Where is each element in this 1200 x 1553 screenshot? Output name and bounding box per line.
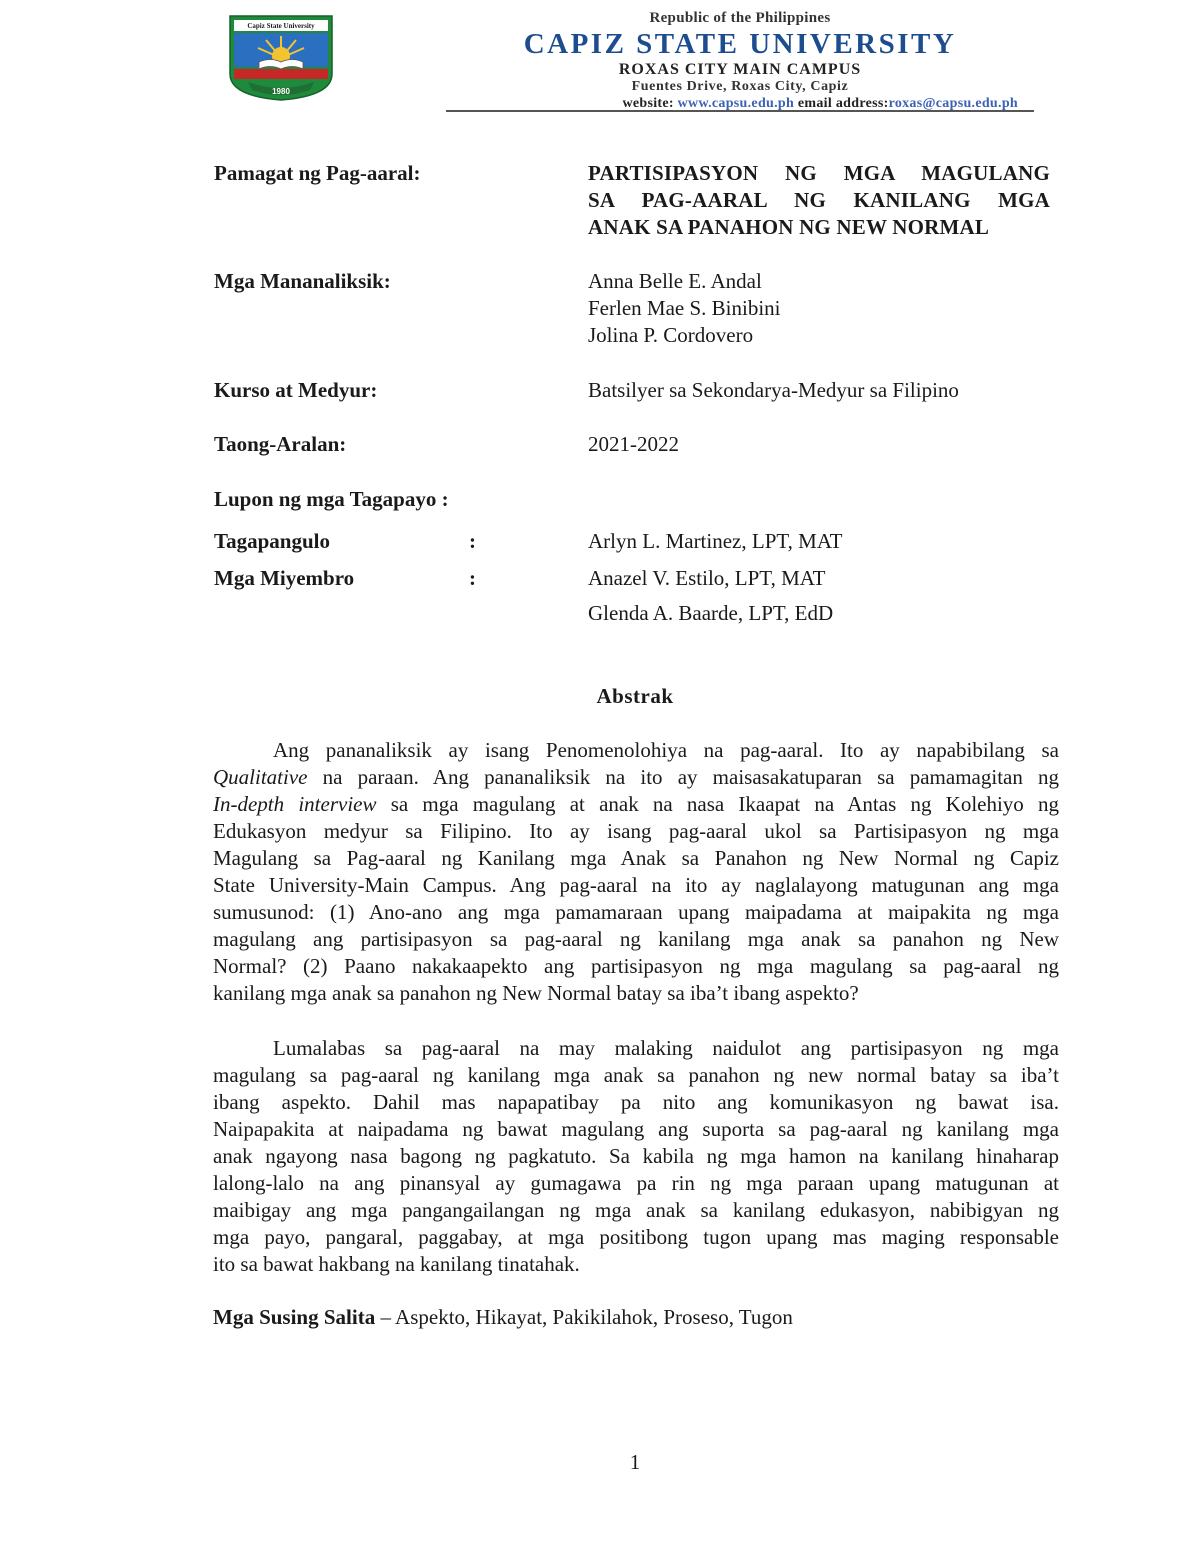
members-label: Mga Miyembro [214, 566, 355, 590]
university-name: CAPIZ STATE UNIVERSITY [523, 28, 957, 60]
paragraph-line: mga payo, pangaral, paggabay, at mga positibong tugon upang mas maging responsable [213, 1225, 1059, 1249]
campus-address: Fuentes Drive, Roxas City, Capiz [631, 79, 849, 94]
researcher-name: Jolina P. Cordovero [588, 323, 754, 347]
paragraph-line: sumusunod: (1) Ano-ano ang mga pamamaraan upang maipadama at maipakita ng mga [213, 900, 1059, 924]
paragraph-line: Magulang sa Pag-aaral ng Kanilang mga Anak sa Panahon ng New Normal ng Capiz [213, 846, 1059, 870]
logo-year: 1980 [272, 87, 290, 96]
paragraph-line: Edukasyon medyur sa Filipino. Ito ay isang pag-aaral ukol sa Partisipasyon ng mga [213, 819, 1059, 843]
paragraph-line: magulang sa pag-aaral ng kanilang mga anak sa panahon ng new normal batay sa iba’t [213, 1063, 1059, 1087]
school-year-value: 2021-2022 [588, 432, 679, 456]
researchers-label: Mga Mananaliksik: [214, 269, 391, 293]
chair-label: Tagapangulo [214, 529, 330, 553]
republic-line: Republic of the Philippines [649, 10, 831, 26]
paragraph-line: anak ngayong nasa bagong ng pagkatuto. Sa kabila ng mga hamon na kanilang hinaharap [213, 1144, 1059, 1168]
member-name: Anazel V. Estilo, LPT, MAT [588, 566, 826, 590]
study-title [588, 160, 1050, 241]
paragraph-line: kanilang mga anak sa panahon ng New Normal batay sa iba’t ibang aspekto? [213, 981, 859, 1005]
advisory-panel-label: Lupon ng mga Tagapayo : [214, 487, 449, 511]
paragraph-line: Ang pananaliksik ay isang Penomenolohiya na pag-aaral. Ito ay napabibilang sa [273, 738, 1059, 762]
course-value: Batsilyer sa Sekondarya-Medyur sa Filipino [588, 378, 959, 402]
website-label: website: [622, 96, 678, 111]
paragraph-line: In-depth interview sa mga magulang at anak na nasa Ikaapat na Antas ng Kolehiyo ng [213, 792, 1059, 816]
letterhead-divider [446, 110, 1034, 112]
chair-colon: : [469, 529, 476, 553]
abstract-paragraph-2 [213, 1035, 1059, 1278]
letterhead [440, 8, 1040, 112]
logo-top-text: Capiz State University [247, 22, 315, 30]
chair-name: Arlyn L. Martinez, LPT, MAT [588, 529, 843, 553]
paragraph-line: State University-Main Campus. Ang pag-aaral na ito ay naglalayong matugunan ang mga [213, 873, 1059, 897]
researcher-name: Ferlen Mae S. Binibini [588, 296, 781, 320]
title-label: Pamagat ng Pag-aaral: [214, 161, 421, 185]
member-name: Glenda A. Baarde, LPT, EdD [588, 601, 834, 625]
email-link[interactable]: roxas@capsu.edu.ph [888, 96, 1018, 111]
email-label: email address: [794, 96, 889, 111]
paragraph-line: magulang ang partisipasyon sa pag-aaral ng kanilang mga anak sa panahon ng New [213, 927, 1059, 951]
paragraph-line: maibigay ang mga pangangailangan ng mga anak sa kanilang edukasyon, nabibigyan ng [213, 1198, 1059, 1222]
keywords-list: – Aspekto, Hikayat, Pakikilahok, Proseso, Tugon [375, 1305, 793, 1329]
abstract-paragraph-1 [213, 737, 1059, 1007]
paragraph-line: Lumalabas sa pag-aaral na may malaking naidulot ang partisipasyon ng mga [273, 1036, 1059, 1060]
paragraph-line: ibang aspekto. Dahil mas napapatibay pa nito ang komunikasyon ng bawat isa. [213, 1090, 1059, 1114]
paragraph-line: Normal? (2) Paano nakakaapekto ang partisipasyon ng mga magulang sa pag-aaral ng [213, 954, 1059, 978]
members-colon: : [469, 566, 476, 590]
university-seal-logo [226, 12, 336, 102]
course-label: Kurso at Medyur: [214, 378, 378, 402]
italic-term: Qualitative [213, 765, 308, 789]
page-number: 1 [629, 1450, 641, 1474]
abstract-heading: Abstrak [596, 684, 674, 708]
title-line: SA PAG-AARAL NG KANILANG MGA [588, 188, 1050, 212]
keywords-line [213, 1304, 793, 1331]
keywords-label: Mga Susing Salita [213, 1305, 376, 1329]
paragraph-line: Qualitative na paraan. Ang pananaliksik na ito ay maisasakatuparan sa pamamagitan ng [213, 765, 1059, 789]
paragraph-line: lalong-lalo na ang pinansyal ay gumagawa pa rin ng mga paraan upang matugunan at [213, 1171, 1059, 1195]
school-year-label: Taong-Aralan: [214, 432, 347, 456]
paragraph-line: ito sa bawat hakbang na kanilang tinatahak. [213, 1252, 580, 1276]
italic-term: In-depth interview [213, 792, 377, 816]
title-line: ANAK SA PANAHON NG NEW NORMAL [588, 215, 990, 239]
campus-name: ROXAS CITY MAIN CAMPUS [618, 61, 862, 78]
researcher-name: Anna Belle E. Andal [588, 269, 762, 293]
paragraph-line: Naipapakita at naipadama ng bawat magulang ang suporta sa pag-aaral ng kanilang mga [213, 1117, 1059, 1141]
website-link[interactable]: www.capsu.edu.ph [677, 96, 795, 111]
title-line: PARTISIPASYON NG MGA MAGULANG [588, 161, 1050, 185]
